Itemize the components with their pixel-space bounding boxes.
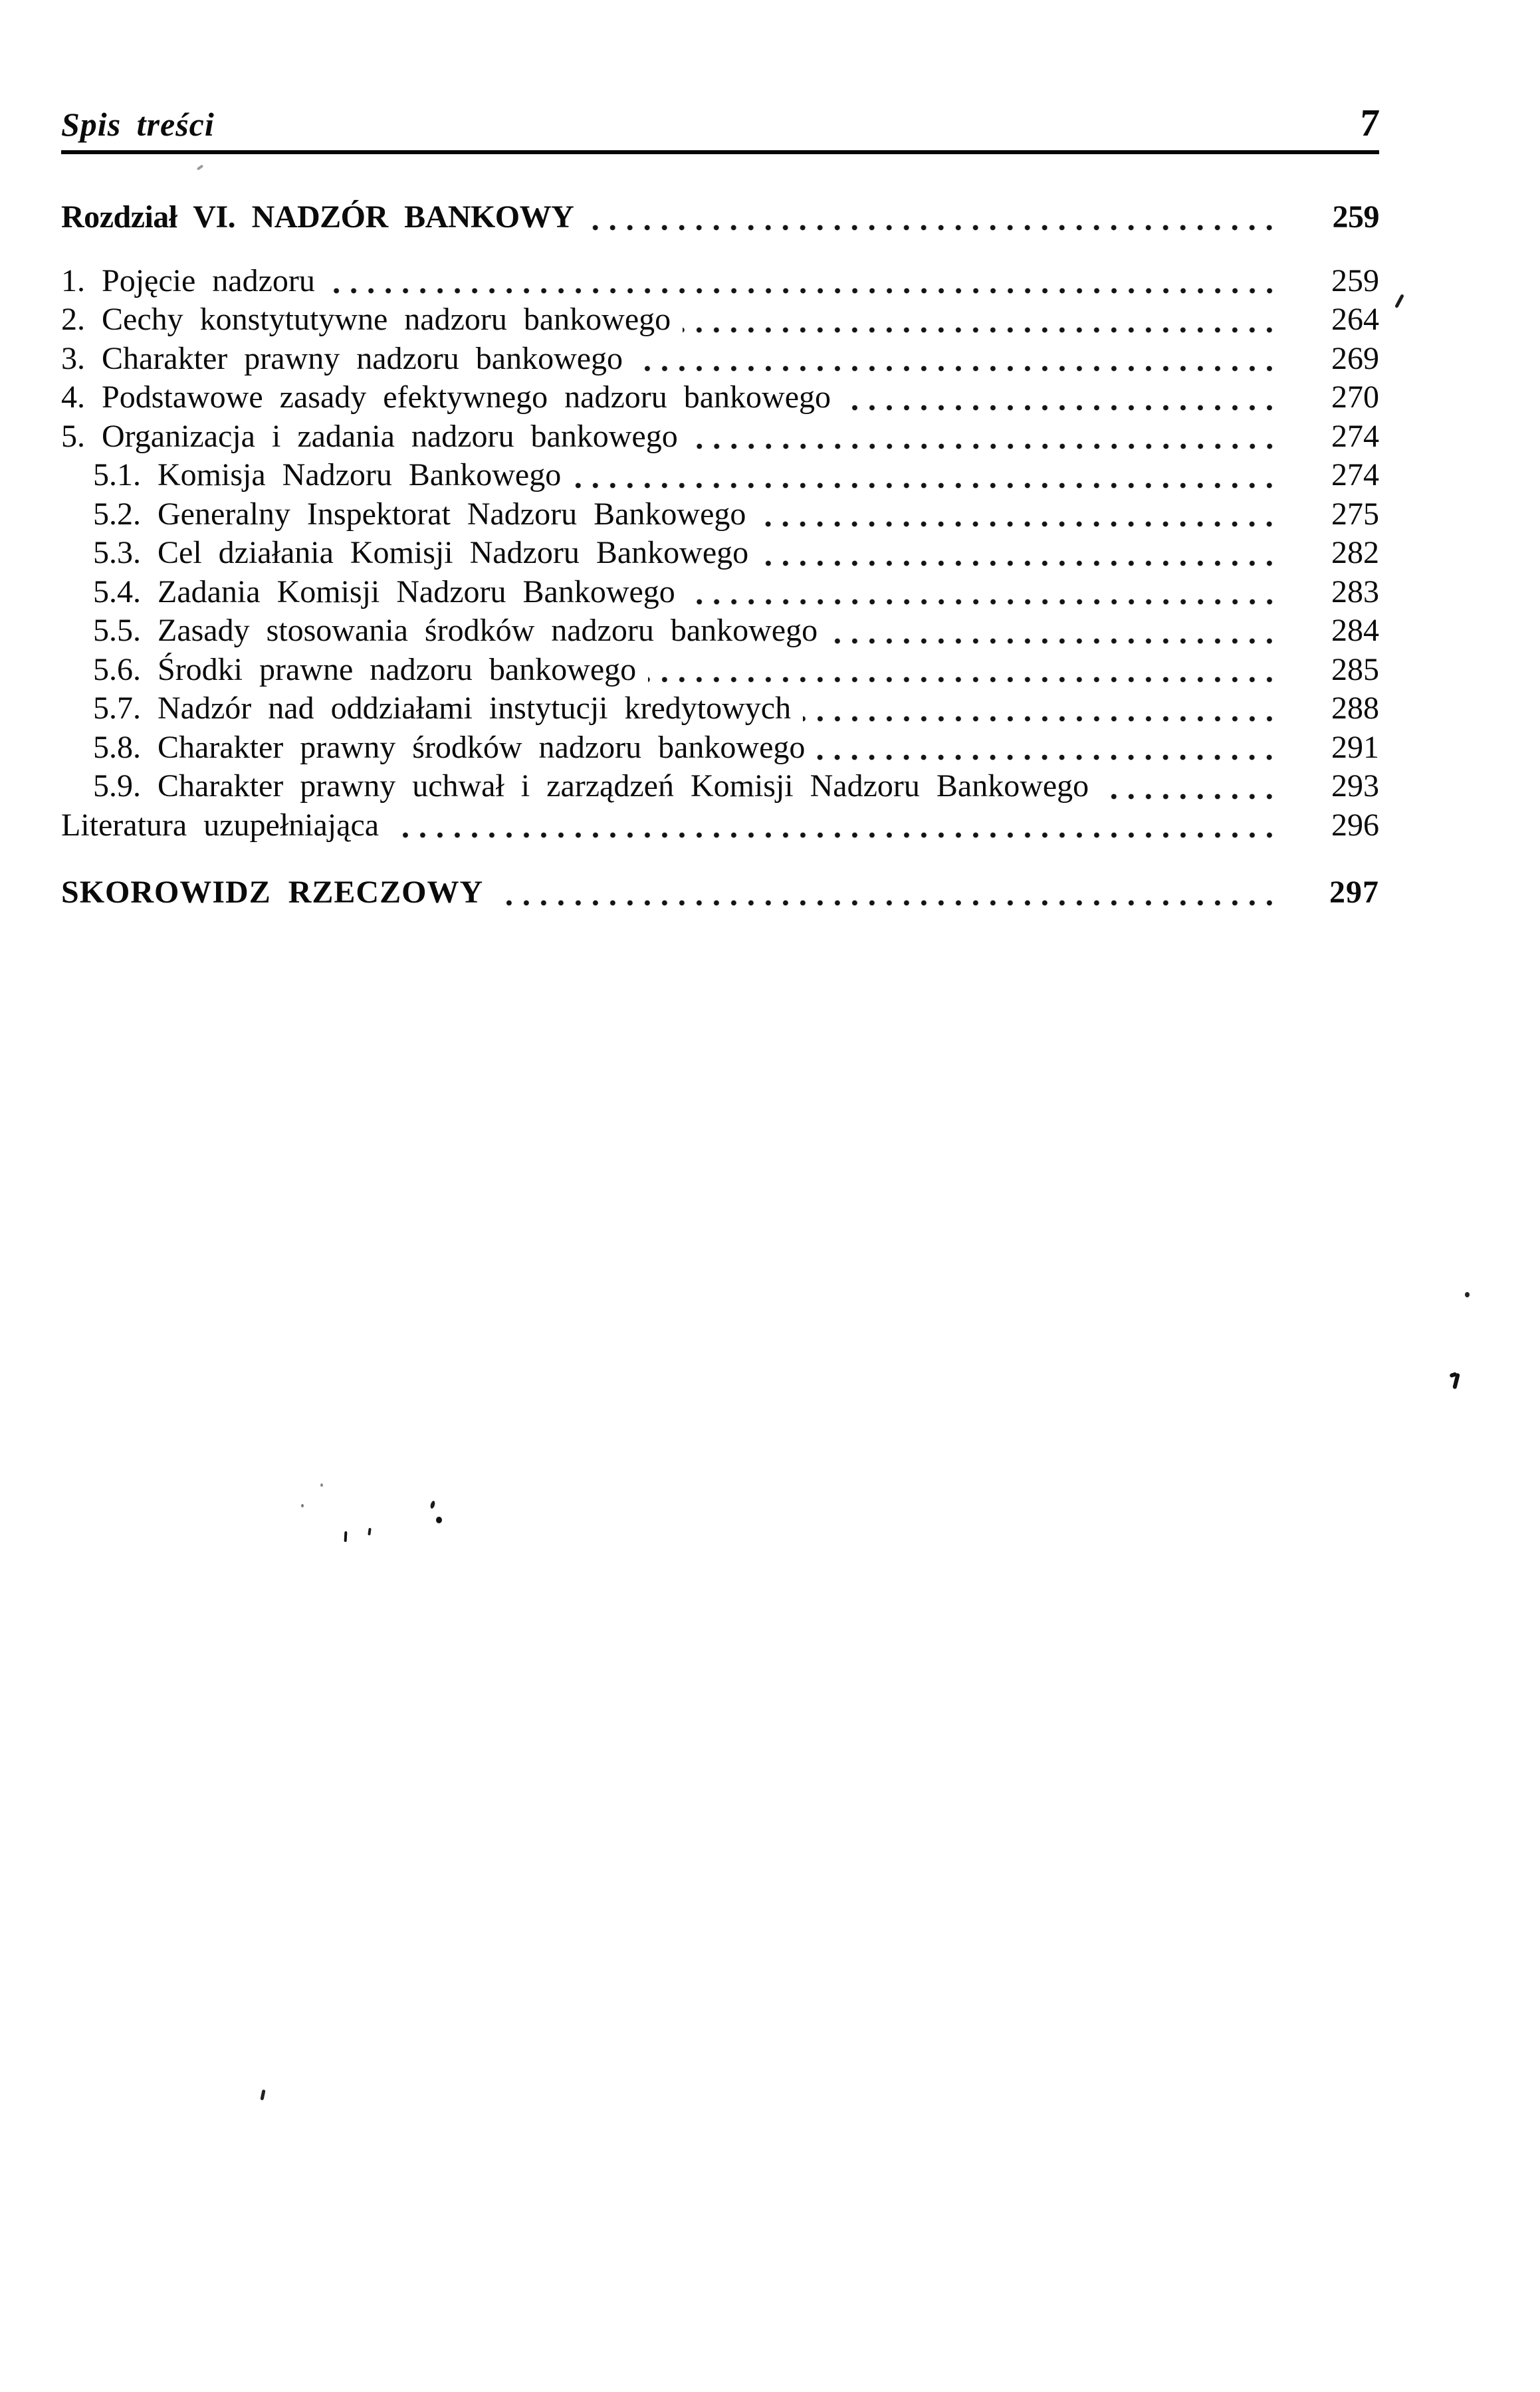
toc-entry-label: 5.7. Nadzór nad oddziałami instytucji kredytowych	[93, 691, 792, 726]
toc-row	[61, 611, 1379, 651]
scan-artifact	[260, 2090, 265, 2101]
dot-leader	[573, 456, 1279, 495]
toc-row	[61, 198, 1379, 237]
running-header-title: Spis treści	[61, 106, 215, 143]
toc-entry-label: 1. Pojęcie nadzoru	[61, 263, 315, 298]
toc-entry-label: 3. Charakter prawny nadzoru bankowego	[61, 340, 623, 376]
dot-leader	[690, 417, 1279, 457]
toc-row	[61, 873, 1379, 913]
scan-artifact	[436, 1517, 442, 1523]
dot-leader	[760, 534, 1279, 573]
scan-artifact	[1465, 1292, 1470, 1297]
toc-entry-page-number: 274	[1331, 418, 1379, 454]
scan-artifact	[320, 1483, 323, 1487]
toc-entry-page-number: 291	[1331, 729, 1379, 765]
toc-entry-page-number: 285	[1331, 651, 1379, 687]
toc-entry-label: 5.9. Charakter prawny uchwał i zarządzeń Komisji Nadzoru Bankowego	[93, 768, 1089, 804]
toc-entry-label: 5.4. Zadania Komisji Nadzoru Bankowego	[93, 574, 675, 609]
scan-artifact	[197, 164, 203, 170]
dot-leader	[327, 262, 1279, 301]
dot-leader	[635, 340, 1279, 379]
toc-row	[61, 378, 1379, 417]
scan-artifact	[344, 1531, 348, 1542]
toc-entry-label: SKOROWIDZ RZECZOWY	[61, 875, 484, 910]
scan-artifact	[301, 1504, 304, 1507]
toc-row	[61, 417, 1379, 457]
dot-leader	[586, 198, 1279, 237]
toc-entry-page-number: 269	[1331, 340, 1379, 376]
toc-entry-page-number: 293	[1331, 768, 1379, 804]
dot-leader	[683, 300, 1279, 340]
toc-entry-label: 5.2. Generalny Inspektorat Nadzoru Bankowego	[93, 496, 746, 532]
toc-entry-label: 5.3. Cel działania Komisji Nadzoru Bankowego	[93, 535, 749, 570]
toc-row	[61, 495, 1379, 534]
toc-row	[61, 767, 1379, 806]
running-header	[61, 101, 1381, 154]
scan-artifact	[1394, 294, 1404, 308]
dot-leader	[648, 651, 1279, 690]
toc-row	[61, 573, 1379, 612]
running-header-page-number: 7	[1358, 101, 1381, 144]
toc-row	[61, 806, 1379, 845]
toc-entry-label: 5.5. Zasady stosowania środków nadzoru bankowego	[93, 613, 818, 648]
dot-leader	[829, 611, 1279, 651]
toc-row	[61, 300, 1379, 340]
dot-leader	[687, 573, 1279, 612]
toc-entry-page-number: 297	[1329, 875, 1379, 910]
toc-entry-page-number: 259	[1331, 263, 1379, 298]
dot-leader	[758, 495, 1279, 534]
toc-entry-page-number: 274	[1331, 457, 1379, 492]
dot-leader	[843, 378, 1279, 417]
toc-entry-page-number: 283	[1331, 574, 1379, 609]
dot-leader	[495, 873, 1279, 913]
dot-leader	[391, 806, 1279, 845]
toc-entry-page-number: 284	[1331, 613, 1379, 648]
toc-entry-label: 2. Cechy konstytutywne nadzoru bankowego	[61, 302, 671, 337]
toc-entry-page-number: 270	[1331, 380, 1379, 415]
dot-leader	[1101, 767, 1279, 806]
toc-entry-label: Literatura uzupełniająca	[61, 807, 380, 843]
toc-entry-page-number: 296	[1331, 807, 1379, 843]
toc-entry-page-number: 288	[1331, 691, 1379, 726]
toc-row	[61, 262, 1379, 301]
scan-artifact	[368, 1528, 371, 1535]
toc-entry-label: 5. Organizacja i zadania nadzoru bankowego	[61, 418, 678, 454]
toc-entry-label: 5.6. Środki prawne nadzoru bankowego	[93, 651, 637, 687]
toc-row	[61, 340, 1379, 379]
dot-leader	[803, 689, 1279, 728]
toc-row	[61, 456, 1379, 495]
toc-entry-page-number: 282	[1331, 535, 1379, 570]
toc-entry-label: 4. Podstawowe zasady efektywnego nadzoru bankowego	[61, 380, 831, 415]
toc-row	[61, 728, 1379, 768]
toc-entry-page-number: 264	[1331, 302, 1379, 337]
toc-row	[61, 534, 1379, 573]
toc-entry-label: 5.1. Komisja Nadzoru Bankowego	[93, 457, 562, 492]
toc-entry-label: Rozdział VI. NADZÓR BANKOWY	[61, 199, 574, 235]
toc-entry-page-number: 275	[1331, 496, 1379, 532]
toc-row	[61, 651, 1379, 690]
scan-artifact	[1452, 1373, 1460, 1390]
toc-entry-page-number: 259	[1332, 199, 1379, 235]
dot-leader	[817, 728, 1279, 768]
toc-entry-label: 5.8. Charakter prawny środków nadzoru bankowego	[93, 729, 806, 765]
toc-row	[61, 689, 1379, 728]
toc-list	[61, 198, 1379, 913]
scan-artifact	[429, 1500, 435, 1509]
